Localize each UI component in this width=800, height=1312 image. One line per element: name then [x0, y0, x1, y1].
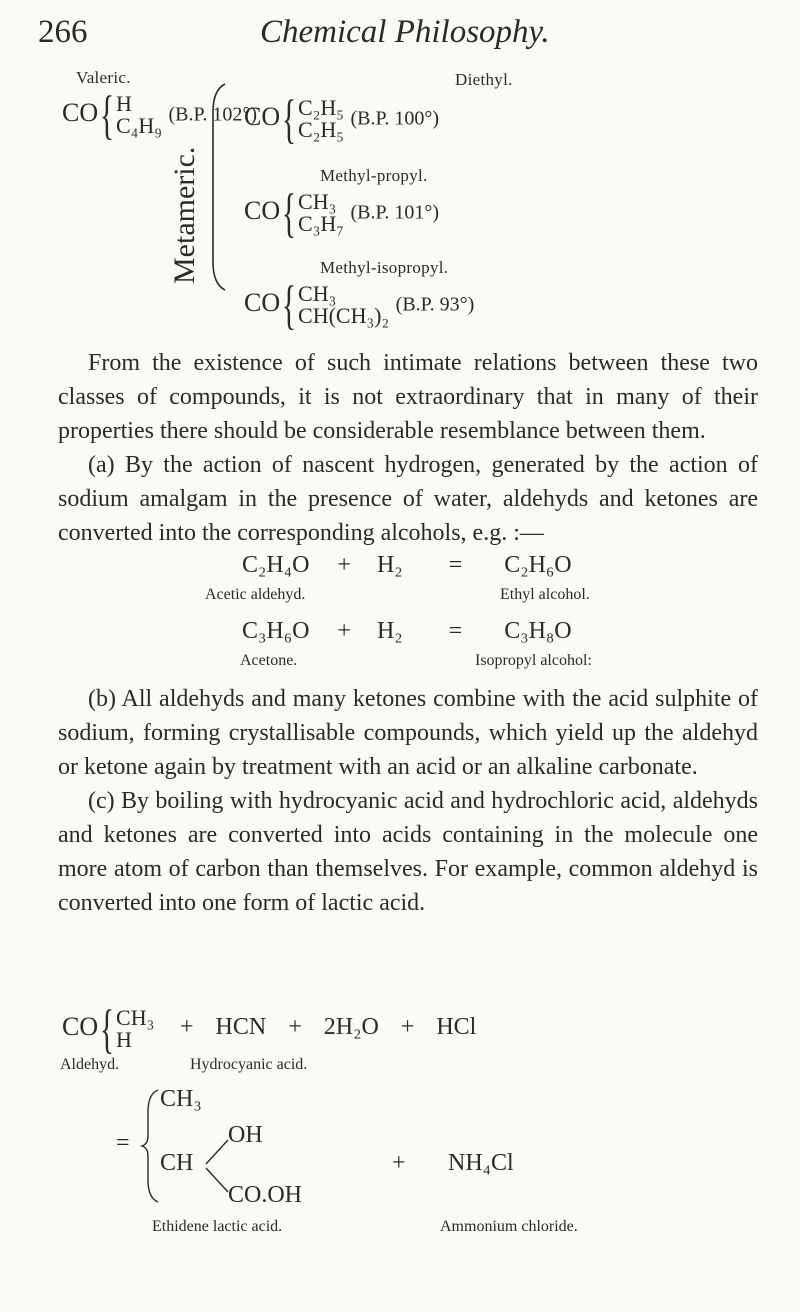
plus-sign: +	[337, 552, 351, 578]
product-ch: CH	[160, 1150, 194, 1176]
reaction-terms	[180, 1014, 476, 1041]
equals-sign: =	[448, 552, 463, 578]
boiling-point: (B.P. 101°)	[350, 201, 440, 224]
reactant-name: Acetone.	[240, 652, 298, 669]
metameric-brace-icon	[205, 82, 227, 292]
methyl-isopropyl-label: Methyl-isopropyl.	[320, 258, 449, 277]
substituent-bottom: C₂H₅	[298, 117, 344, 142]
metameric-label: Metameric.	[168, 146, 201, 284]
co-group: CO	[244, 195, 281, 225]
co-group: CO	[244, 287, 281, 317]
boiling-point: (B.P. 93°)	[395, 293, 475, 316]
product-oh: OH	[228, 1122, 263, 1148]
brace-icon: {	[99, 999, 115, 1059]
equation-row	[242, 618, 572, 645]
methyl-isopropyl-formula	[244, 275, 475, 335]
substituent-bottom: C₃H₇	[298, 211, 344, 236]
aldehyd-label: Aldehyd.	[60, 1056, 120, 1073]
hcl: HCl	[436, 1014, 477, 1040]
substituent-bottom: CH(CH₃)₂	[298, 303, 390, 328]
boiling-point: (B.P. 102°)	[168, 103, 258, 126]
ammonium-chloride: NH₄Cl	[448, 1150, 514, 1176]
water: 2H₂O	[323, 1014, 379, 1040]
product-cooh: CO.OH	[228, 1182, 303, 1208]
substituent-stack	[116, 1007, 154, 1051]
body-text-2	[58, 682, 758, 920]
hcn-label: Hydrocyanic acid.	[190, 1056, 308, 1073]
plus-sign: +	[180, 1014, 194, 1040]
plus-sign: +	[392, 1150, 406, 1176]
ammonium-chloride-label: Ammonium chloride.	[440, 1218, 578, 1235]
substituent-stack	[298, 97, 344, 141]
co-group: CO	[62, 97, 99, 127]
aldehyd-formula	[62, 999, 155, 1059]
plus-sign: +	[400, 1014, 415, 1040]
substituent-top: CH₃	[116, 1005, 155, 1030]
brace-icon: {	[99, 85, 115, 145]
paragraph-a: (a) By the action of nascent hydrogen, generated by the action of sodium amalgam in the presence of water, aldehyds and ketones are converted into the corresponding alcohols, e.g. :—	[58, 452, 758, 546]
product: C₃H₈O	[504, 618, 572, 644]
co-group: CO	[244, 101, 281, 131]
paragraph-intro: From the existence of such intimate relations between these two classes of compounds, it is not extraordinary that in many of their properties there should be considerable resemblance between them.	[58, 350, 758, 444]
product: C₂H₆O	[504, 552, 572, 578]
plus-sign: +	[288, 1014, 302, 1040]
substituent-bottom: C₄H₉	[116, 113, 162, 138]
diethyl-label: Diethyl.	[455, 70, 513, 89]
page-number: 266	[38, 14, 88, 50]
equals-sign: =	[448, 618, 463, 644]
reactant: C₂H₄O	[242, 552, 310, 578]
substituent-top: CH₃	[298, 281, 337, 306]
reactant: C₃H₆O	[242, 618, 310, 644]
body-text-1	[58, 346, 758, 550]
hydrogen: H₂	[376, 618, 403, 644]
product-ch3: CH₃	[160, 1086, 202, 1112]
product-name: Ethyl alcohol.	[500, 586, 590, 603]
equals-sign: =	[116, 1130, 130, 1156]
valeric-formula	[62, 85, 258, 145]
running-title: Chemical Philosophy.	[260, 14, 550, 50]
valeric-label: Valeric.	[76, 68, 131, 87]
brace-icon: {	[281, 275, 297, 335]
lactic-acid-label: Ethidene lactic acid.	[152, 1218, 283, 1235]
equation-row	[242, 552, 572, 579]
diethyl-formula	[244, 89, 440, 149]
hcn: HCN	[215, 1014, 267, 1040]
paragraph-b: (b) All aldehyds and many ketones combine with the acid sulphite of sodium, forming crystallisable compounds, which yield up the aldehyd or ketone again by treatment with an acid or an alkaline carbonate.	[58, 686, 758, 780]
methyl-propyl-label: Methyl-propyl.	[320, 166, 428, 185]
substituent-stack	[298, 283, 389, 327]
methyl-propyl-formula	[244, 183, 440, 243]
brace-icon: {	[281, 89, 297, 149]
substituent-bottom: H	[116, 1027, 132, 1052]
page-header	[38, 14, 550, 51]
substituent-top: CH₃	[298, 189, 337, 214]
substituent-top: H	[116, 91, 132, 116]
product-name: Isopropyl alcohol:	[475, 652, 592, 669]
substituent-top: C₂H₅	[298, 95, 344, 120]
brace-icon	[140, 1088, 160, 1204]
brace-icon: {	[281, 183, 297, 243]
bond-lines-icon	[204, 1136, 230, 1196]
hydrogen: H₂	[376, 552, 403, 578]
paragraph-c: (c) By boiling with hydrocyanic acid and hydrochloric acid, aldehyds and ketones are converted into acids containing in the molecule one more atom of carbon than themselves. For example, common aldehyd is converted into one form of lactic acid.	[58, 788, 758, 916]
boiling-point: (B.P. 100°)	[350, 107, 440, 130]
substituent-stack	[298, 191, 344, 235]
reactant-name: Acetic aldehyd.	[205, 586, 306, 603]
substituent-stack	[116, 93, 162, 137]
co-group: CO	[62, 1011, 99, 1041]
plus-sign: +	[337, 618, 351, 644]
